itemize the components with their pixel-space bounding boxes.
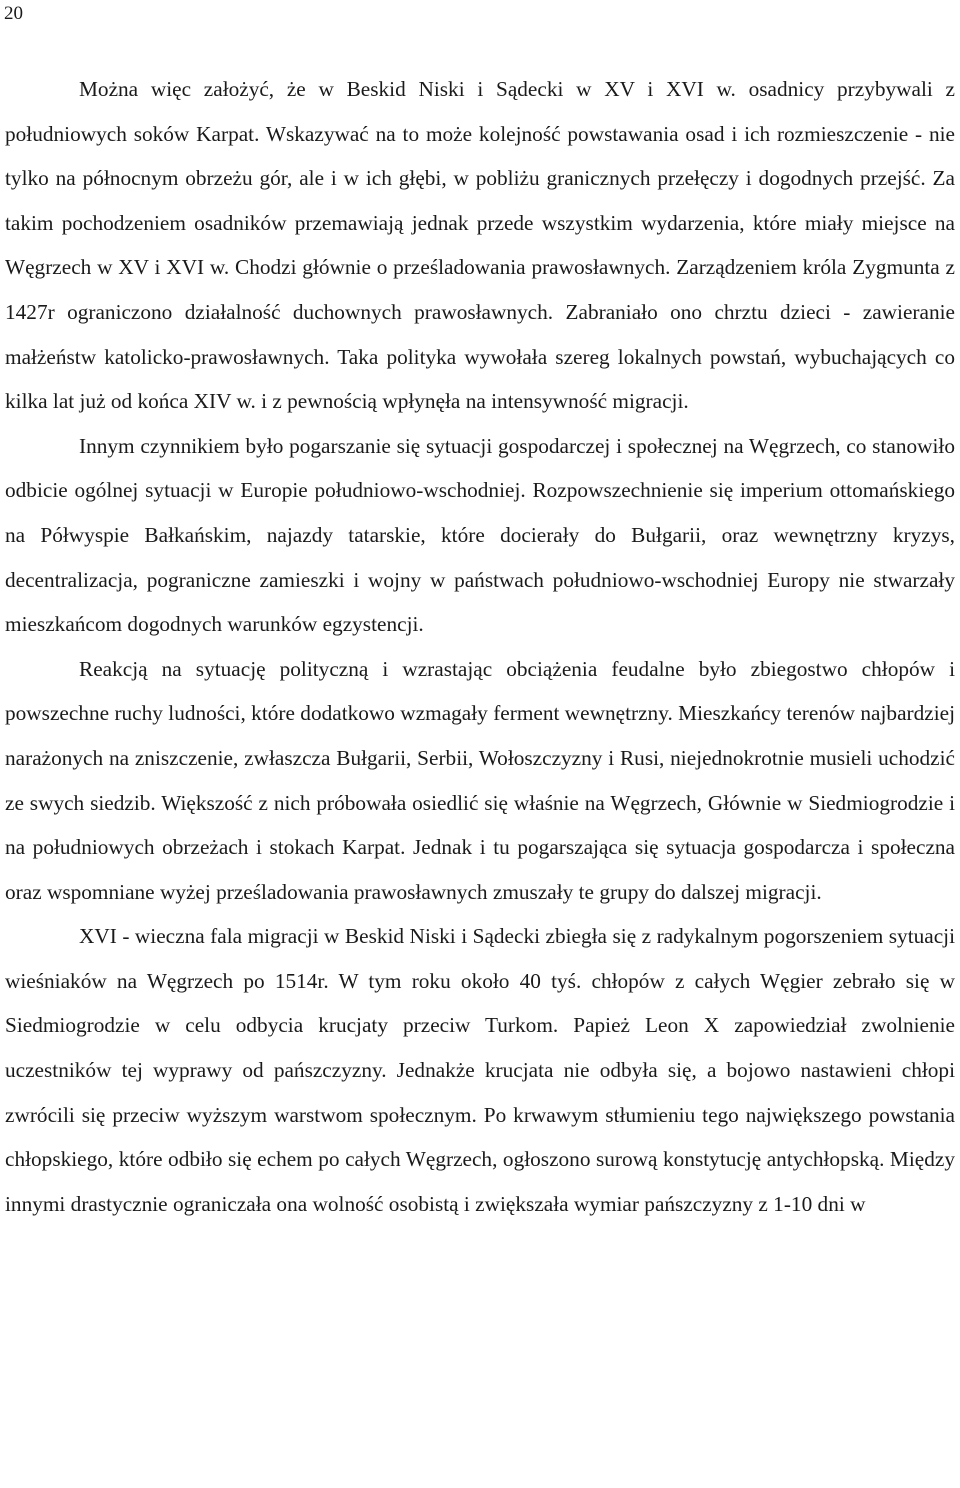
document-body bbox=[5, 67, 955, 1226]
paragraph-4: XVI - wieczna fala migracji w Beskid Niski i Sądecki zbiegła się z radykalnym pogorszeniem sytuacji wieśniaków na Węgrzech po 1514r. W tym roku około 40 tyś. chłopów z całych Węgier zebrało się w Siedmiogrodzie w celu odbycia krucjaty przeciw Turkom. Papież Leon X zapowiedział zwolnienie uczestników tej wyprawy od pańszczyzny. Jednakże krucjata nie odbyła się, a bojowo nastawieni chłopi zwrócili się przeciw wyższym warstwom społecznym. Po krwawym stłumieniu tego największego powstania chłopskiego, które odbiło się echem po całych Węgrzech, ogłoszono surową konstytucję antychłopską. Między innymi drastycznie ograniczała ona wolność osobistą i zwiększała wymiar pańszczyzny z 1-10 dni w bbox=[5, 924, 955, 1216]
paragraph-3: Reakcją na sytuację polityczną i wzrastając obciążenia feudalne było zbiegostwo chłopów i powszechne ruchy ludności, które dodatkowo wzmagały ferment wewnętrzny. Mieszkańcy terenów najbardziej narażonych na zniszczenie, zwłaszcza Bułgarii, Serbii, Wołoszczyzny i Rusi, niejednokrotnie musieli uchodzić ze swych siedzib. Większość z nich próbowała osiedlić się właśnie na Węgrzech, Głównie w Siedmiogrodzie i na południowych obrzeżach i stokach Karpat. Jednak i tu pogarszająca się sytuacja gospodarcza i społeczna oraz wspomniane wyżej prześladowania prawosławnych zmuszały te grupy do dalszej migracji. bbox=[5, 656, 955, 904]
page-number: 20 bbox=[4, 3, 23, 24]
paragraph-1: Można więc założyć, że w Beskid Niski i Sądecki w XV i XVI w. osadnicy przybywali z południowych soków Karpat. Wskazywać na to może kolejność powstawania osad i ich rozmieszczenie - nie tylko na północnym obrzeżu gór, ale i w ich głębi, w pobliżu granicznych przełęczy i dogodnych przejść. Za takim pochodzeniem osadników przemawiają jednak przede wszystkim wydarzenia, które miały miejsce na Węgrzech w XV i XVI w. Chodzi głównie o prześladowania prawosławnych. Zarządzeniem króla Zygmunta z 1427r ograniczono działalność duchownych prawosławnych. Zabraniało ono chrztu dzieci - zawieranie małżeństw katolicko-prawosławnych. Taka polityka wywołała szereg lokalnych powstań, wybuchających co kilka lat już od końca XIV w. i z pewnością wpłynęła na intensywność migracji. bbox=[5, 77, 955, 414]
paragraph-2: Innym czynnikiem było pogarszanie się sytuacji gospodarczej i społecznej na Węgrzech, co stanowiło odbicie ogólnej sytuacji w Europie południowo-wschodniej. Rozpowszechnienie się imperium ottomańskiego na Półwyspie Bałkańskim, najazdy tatarskie, które docierały do Bułgarii, oraz wewnętrzny kryzys, decentralizacja, pograniczne zamieszki i wojny w państwach południowo-wschodniej Europy nie stwarzały mieszkańcom dogodnych warunków egzystencji. bbox=[5, 433, 955, 637]
